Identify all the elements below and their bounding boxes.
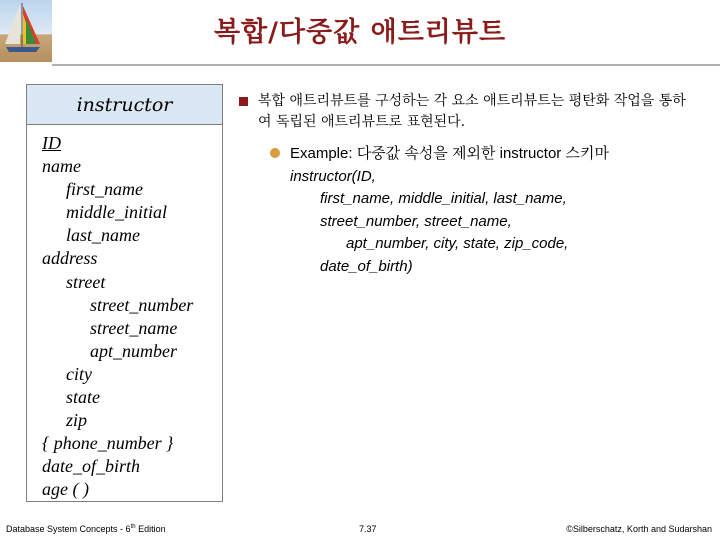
footer-book-suffix: Edition [135, 524, 166, 534]
attribute-state: state [66, 387, 100, 408]
attribute-last-name: last_name [66, 225, 140, 246]
footer-book-sup: th [130, 524, 136, 530]
attribute-apt-number: apt_number [90, 340, 177, 361]
round-bullet-icon [270, 148, 280, 158]
attribute-street-name: street_name [90, 317, 178, 338]
schema-line-5: date_of_birth) [320, 257, 413, 275]
entity-name: instructor [27, 85, 222, 125]
attribute-name: name [42, 156, 81, 177]
footer-book-prefix: Database System Concepts - 6 [6, 524, 131, 534]
title-divider [52, 64, 720, 66]
attribute-city: city [66, 363, 92, 384]
attribute-street-number: street_number [90, 294, 194, 315]
slide-title: 복합/다중값 애트리뷰트 [213, 17, 507, 48]
example-text [290, 143, 710, 278]
footer-page-number: 7.37 [359, 524, 377, 534]
schema-line-1: instructor(ID, [290, 167, 376, 185]
attribute-address: address [42, 248, 98, 269]
attribute-street: street [66, 271, 106, 292]
footer-book-title [6, 524, 166, 534]
attribute-date-of-birth: date_of_birth [42, 456, 140, 477]
attribute-middle-initial: middle_initial [66, 202, 167, 223]
attribute-list [27, 125, 222, 502]
schema-line-4: apt_number, city, state, zip_code, [346, 235, 569, 252]
main-bullet-text: 복합 애트리뷰트를 구성하는 각 요소 애트리뷰트는 평탄화 작업을 통하여 독립된 애트리뷰트로 표현된다. [258, 93, 686, 130]
attribute-id: ID [42, 133, 61, 153]
attribute-zip: zip [66, 410, 88, 431]
footer-copyright: ©Silberschatz, Korth and Sudarshan [566, 524, 712, 534]
attribute-phone-number: { phone_number } [42, 433, 174, 454]
attribute-age: age ( ) [42, 479, 89, 500]
schema-line-3: street_number, street_name, [320, 212, 512, 230]
example-heading: Example: 다중값 속성을 제외한 instructor 스키마 [290, 145, 609, 162]
square-bullet-icon [239, 97, 248, 106]
entity-box [26, 84, 223, 502]
schema-line-2: first_name, middle_initial, last_name, [320, 190, 567, 207]
attribute-first-name: first_name [66, 179, 144, 200]
